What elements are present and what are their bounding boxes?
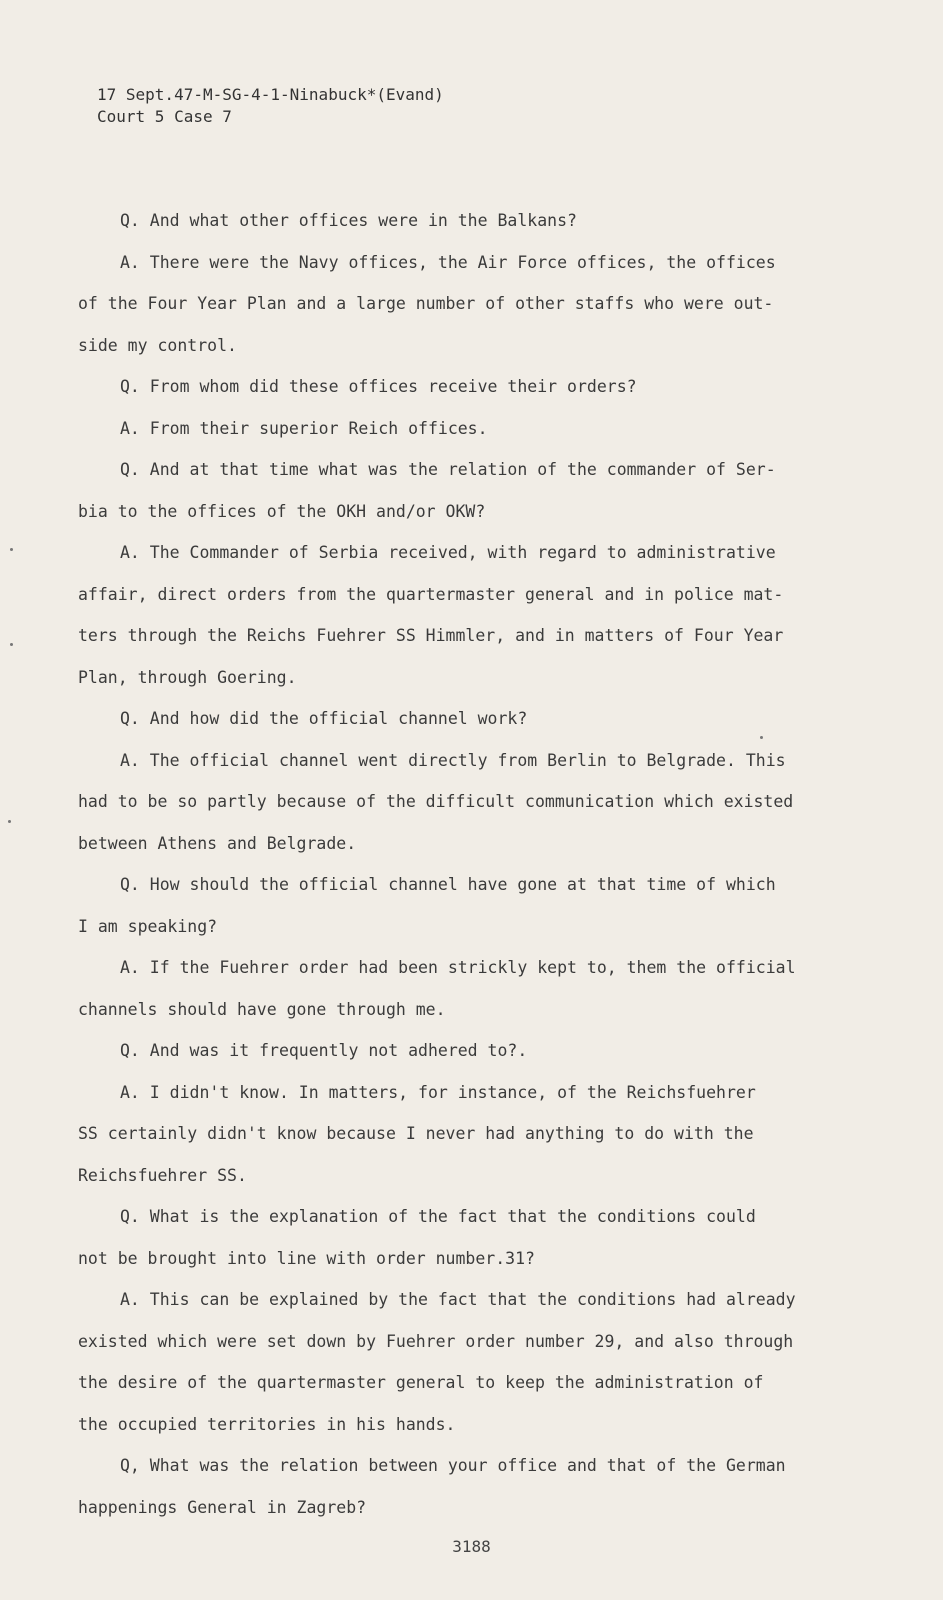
scan-speck: [10, 548, 13, 551]
transcript-paragraph: [78, 200, 838, 242]
transcript-line: bia to the offices of the OKH and/or OKW?: [78, 501, 486, 521]
transcript-line: A. If the Fuehrer order had been strickly kept to, them the official: [120, 958, 796, 977]
transcript-line: side my control.: [78, 335, 237, 355]
transcript-line: the desire of the quartermaster general to keep the administration of: [78, 1373, 764, 1392]
transcript-paragraph: [78, 366, 838, 408]
transcript-line: channels should have gone through me.: [78, 999, 446, 1019]
transcript-line: happenings General in Zagreb?: [78, 1497, 367, 1517]
transcript-paragraph: [78, 242, 838, 367]
transcript-line: the occupied territories in his hands.: [78, 1414, 456, 1434]
transcript-line: Q. How should the official channel have gone at that time of which: [120, 875, 776, 894]
scan-speck: [760, 736, 763, 739]
transcript-line: A. From their superior Reich offices.: [120, 418, 488, 438]
transcript-line: Q. And was it frequently not adhered to?.: [120, 1041, 528, 1060]
transcript-paragraph: [78, 449, 838, 532]
transcript-line: A. The official channel went directly from Berlin to Belgrade. This: [120, 750, 786, 770]
transcript-paragraph: [78, 1072, 838, 1197]
scan-speck: [8, 820, 11, 823]
transcript-line: of the Four Year Plan and a large number of other staffs who were out-: [78, 294, 774, 313]
transcript-paragraph: [78, 1445, 838, 1528]
transcript-paragraph: [78, 1279, 838, 1445]
transcript-line: Q. What is the explanation of the fact that the conditions could: [120, 1207, 756, 1226]
transcript-line: A. This can be explained by the fact that the conditions had already: [120, 1290, 796, 1309]
transcript-paragraph: [78, 408, 838, 450]
header-court-case: Court 5 Case 7: [97, 107, 232, 126]
transcript-line: Plan, through Goering.: [78, 667, 297, 687]
transcript-line: Q. From whom did these offices receive their orders?: [120, 377, 637, 396]
transcript-line: A. The Commander of Serbia received, with regard to administrative: [120, 543, 776, 562]
transcript-line: ters through the Reichs Fuehrer SS Himmler, and in matters of Four Year: [78, 626, 784, 645]
transcript-line: Q. And at that time what was the relation of the commander of Ser-: [120, 460, 776, 479]
transcript-paragraph: [78, 864, 838, 947]
transcript-line: Reichsfuehrer SS.: [78, 1165, 247, 1185]
transcript-line: existed which were set down by Fuehrer order number 29, and also through: [78, 1331, 794, 1351]
transcript-paragraph: [78, 1030, 838, 1072]
transcript-paragraph: [78, 698, 838, 740]
transcript-line: between Athens and Belgrade.: [78, 833, 357, 853]
transcript-line: had to be so partly because of the difficult communication which existed: [78, 792, 794, 811]
transcript-line: Q, What was the relation between your office and that of the German: [120, 1456, 786, 1475]
transcript-paragraph: [78, 532, 838, 698]
transcript-line: Q. And what other offices were in the Balkans?: [120, 211, 577, 230]
transcript-line: A. There were the Navy offices, the Air Force offices, the offices: [120, 252, 776, 272]
transcript-line: A. I didn't know. In matters, for instance, of the Reichsfuehrer: [120, 1082, 756, 1102]
transcript-line: Q. And how did the official channel work?: [120, 709, 528, 728]
transcript-paragraph: [78, 740, 838, 865]
transcript-paragraph: [78, 947, 838, 1030]
page-number: 3188: [452, 1537, 491, 1556]
transcript-paragraph: [78, 1196, 838, 1279]
document-header: [97, 84, 444, 128]
scan-speck: [10, 643, 13, 646]
transcript-line: I am speaking?: [78, 916, 218, 936]
transcript-body: [78, 200, 838, 1528]
transcript-line: not be brought into line with order number.31?: [78, 1248, 535, 1268]
transcript-line: SS certainly didn't know because I never had anything to do with the: [78, 1124, 754, 1143]
transcript-line: affair, direct orders from the quartermaster general and in police mat-: [78, 584, 784, 604]
header-reference: 17 Sept.47-M-SG-4-1-Ninabuck*(Evand): [97, 85, 444, 104]
